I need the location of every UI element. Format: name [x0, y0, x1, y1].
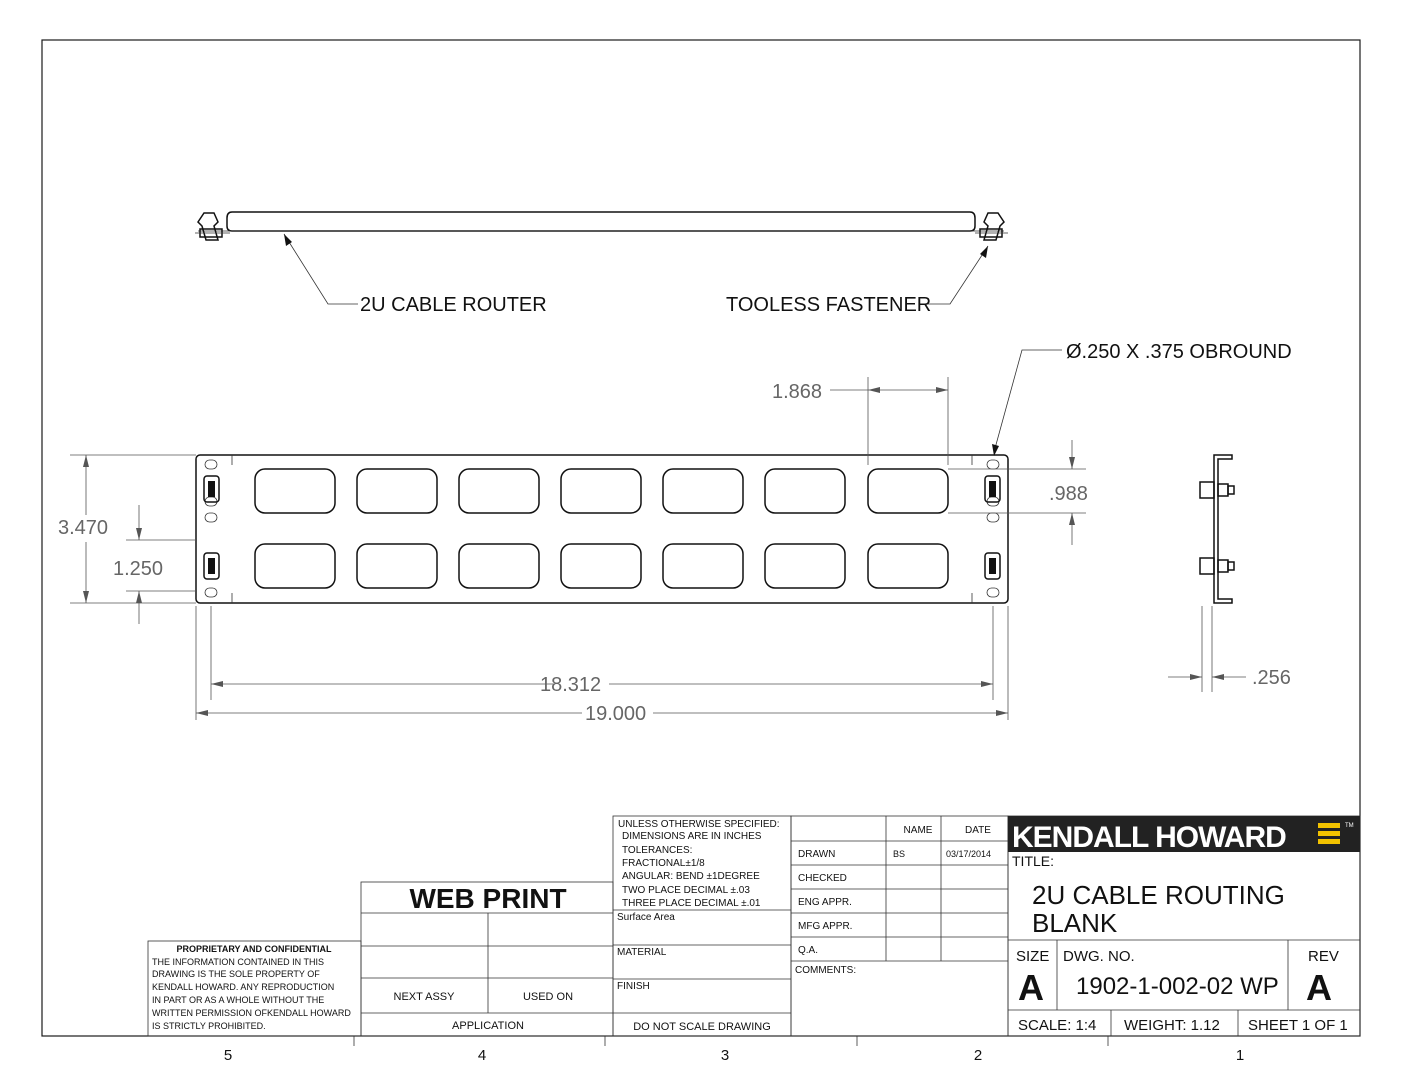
zone-number: 5: [223, 1047, 233, 1064]
approval-label: DRAWN: [798, 849, 836, 860]
side-view: [1168, 455, 1246, 692]
tolerance-line: TOLERANCES:: [622, 845, 693, 856]
size-label: SIZE: [1016, 948, 1050, 965]
tolerance-line: DIMENSIONS ARE IN INCHES: [622, 831, 762, 842]
approval-name: BS: [893, 849, 906, 859]
approval-date: 03/17/2014: [946, 849, 992, 859]
dim-thickness-text: .256: [1252, 667, 1291, 689]
scale-label: SCALE: 1:4: [1018, 1017, 1097, 1034]
dim-hole-spacing-text: 1.868: [772, 381, 823, 403]
material-label: MATERIAL: [617, 947, 667, 958]
rev-label: REV: [1308, 948, 1339, 965]
used-on-label: USED ON: [522, 991, 574, 1003]
next-assy-label: NEXT ASSY: [393, 991, 455, 1003]
top-view: [195, 212, 1008, 240]
tolerance-line: THREE PLACE DECIMAL ±.01: [622, 898, 761, 909]
dwg-value: 1902-1-002-02 WP: [1076, 973, 1279, 1000]
do-not-scale-label: DO NOT SCALE DRAWING: [633, 1021, 771, 1033]
zone-number: 2: [973, 1047, 983, 1064]
weight-label: WEIGHT: 1.12: [1124, 1017, 1220, 1034]
surface-area-label: Surface Area: [617, 912, 675, 923]
zone-number: 4: [477, 1047, 487, 1064]
dim-inner-width: [211, 606, 993, 700]
zone-ticks: [354, 1036, 1108, 1046]
sheet-label: SHEET 1 OF 1: [1248, 1017, 1348, 1034]
dim-overall-width-text: 19.000: [585, 703, 647, 725]
leader-fastener: [922, 246, 988, 304]
web-print-label: WEB PRINT: [409, 883, 567, 914]
approval-label: Q.A.: [798, 945, 819, 956]
confidential-line: KENDALL HOWARD. ANY REPRODUCTION: [152, 982, 335, 992]
tolerance-line: TWO PLACE DECIMAL ±.03: [622, 885, 750, 896]
approval-label: CHECKED: [798, 873, 847, 884]
leader-obround: [994, 350, 1062, 452]
dim-inner-width-text: 18.312: [540, 674, 602, 696]
confidential-line: IS STRICTLY PROHIBITED.: [152, 1021, 266, 1031]
comments-label: COMMENTS:: [795, 965, 857, 976]
tolerance-line: FRACTIONAL±1/8: [622, 858, 705, 869]
finish-label: FINISH: [617, 981, 650, 992]
approval-label: ENG APPR.: [798, 897, 852, 908]
name-header: NAME: [903, 825, 933, 836]
dim-height-text: 3.470: [58, 517, 109, 539]
dim-row-offset-text: 1.250: [113, 558, 164, 580]
callout-cable-router: 2U CABLE ROUTER: [360, 294, 547, 316]
dim-hole-height-text: .988: [1049, 483, 1088, 505]
callout-fastener: TOOLESS FASTENER: [726, 294, 932, 316]
confidential-heading: PROPRIETARY AND CONFIDENTIAL: [176, 944, 332, 954]
rev-value: A: [1306, 967, 1332, 1008]
approval-label: MFG APPR.: [798, 921, 853, 932]
zone-number: 3: [720, 1047, 730, 1064]
tolerance-line: UNLESS OTHERWISE SPECIFIED:: [618, 819, 780, 830]
tolerance-line: ANGULAR: BEND ±1DEGREE: [622, 871, 760, 882]
confidential-line: WRITTEN PERMISSION OFKENDALL HOWARD: [152, 1008, 351, 1018]
trademark: TM: [1345, 823, 1354, 829]
dim-hole-spacing: [830, 377, 948, 465]
dwg-label: DWG. NO.: [1063, 948, 1135, 965]
zone-number: 1: [1235, 1047, 1245, 1064]
title-label: TITLE:: [1012, 853, 1055, 869]
leader-cable-router: [284, 234, 358, 304]
title-line-1: 2U CABLE ROUTING: [1032, 880, 1285, 910]
application-label: APPLICATION: [452, 1020, 524, 1032]
date-header: DATE: [965, 825, 991, 836]
front-view: [196, 455, 1008, 603]
confidential-line: THE INFORMATION CONTAINED IN THIS: [152, 957, 325, 967]
size-value: A: [1018, 967, 1044, 1008]
title-line-2: BLANK: [1032, 908, 1118, 938]
confidential-line: IN PART OR AS A WHOLE WITHOUT THE: [152, 995, 325, 1005]
callout-obround: Ø.250 X .375 OBROUND: [1066, 341, 1292, 363]
company-logo: KENDALL HOWARD: [1012, 821, 1286, 854]
confidential-line: DRAWING IS THE SOLE PROPERTY OF: [152, 969, 320, 979]
